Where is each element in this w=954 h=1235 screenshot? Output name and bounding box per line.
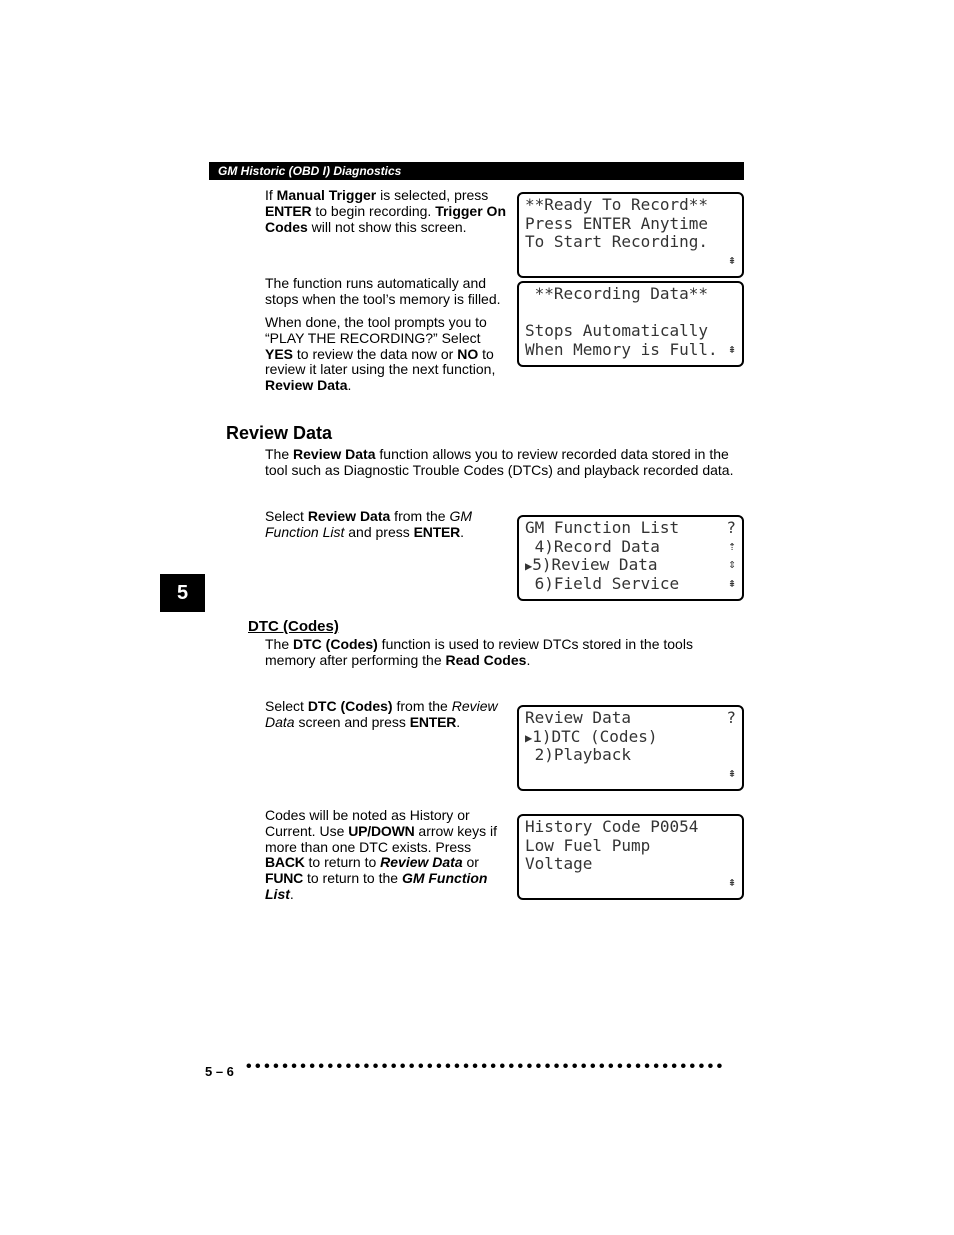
text: Select — [265, 508, 308, 524]
text: and press — [344, 523, 414, 540]
lcd-row — [525, 519, 736, 538]
bold-term: Read Codes — [445, 651, 527, 668]
lcd-row — [525, 341, 736, 360]
auto-run-paragraph — [265, 276, 510, 308]
key-name: ENTER — [265, 202, 312, 219]
text: . — [347, 377, 352, 394]
text: screen and press — [294, 713, 410, 730]
scroll-indicator-icon: ⇞ — [728, 341, 736, 357]
lcd-row: Voltage — [525, 854, 593, 874]
lcd-row — [525, 709, 736, 728]
lcd-row-text: Review Data — [525, 708, 631, 727]
bold-term: Trigger On Codes — [265, 202, 506, 235]
bold-term: NO — [457, 345, 479, 362]
lcd-screen-review-data — [517, 705, 744, 791]
lcd-row-text: When Memory is Full. — [525, 339, 718, 359]
help-icon: ? — [726, 708, 736, 727]
lcd-screen-recording-data — [517, 281, 744, 367]
lcd-row — [525, 575, 736, 594]
text: Select — [265, 698, 308, 714]
bold-term: DTC (Codes) — [307, 698, 393, 714]
play-recording-paragraph — [265, 315, 510, 394]
key-name: UP/DOWN — [348, 822, 415, 839]
text: Codes will be noted as History or Current. Use — [265, 807, 470, 839]
codes-history-paragraph — [265, 808, 510, 903]
lcd-row: Press ENTER Anytime — [525, 213, 709, 233]
running-header-title: GM Historic (OBD I) Diagnostics — [218, 164, 402, 178]
italic-term: GM Function List — [265, 508, 472, 540]
help-icon: ? — [726, 518, 736, 537]
text: . — [289, 885, 294, 902]
section-title-review-data: Review Data — [226, 423, 333, 443]
lcd-row — [525, 765, 736, 784]
lcd-screen-ready-to-record — [517, 192, 744, 278]
bold-term: DTC (Codes) — [293, 636, 378, 652]
text: function is used to review DTCs stored in the tools memory after performing the — [265, 636, 693, 668]
text: is selected, press — [376, 187, 489, 203]
lcd-row — [525, 728, 736, 747]
text: The function runs automatically and stops when the tool’s memory is filled. — [265, 275, 501, 307]
key-name: ENTER — [409, 713, 457, 730]
lcd-row — [525, 556, 736, 575]
selection-cursor-icon: ▶ — [525, 730, 533, 745]
running-header — [209, 162, 744, 180]
bold-term: Review Data — [265, 377, 348, 394]
text: to return to the — [303, 870, 402, 887]
text: If — [265, 187, 277, 203]
lcd-row: Stops Automatically — [525, 321, 709, 341]
text: from the — [392, 698, 452, 714]
lcd-row — [525, 874, 736, 893]
text: When done, the tool prompts you to “PLAY THE RECORDING?” Select — [265, 314, 487, 346]
scroll-indicator-icon: ⇞ — [728, 252, 736, 268]
key-name: FUNC — [265, 870, 304, 887]
bold-italic-term: Review Data — [380, 854, 463, 871]
scroll-up-icon: ⇡ — [728, 538, 736, 554]
text: from the — [390, 508, 450, 524]
lcd-row — [525, 538, 736, 557]
lcd-row-text: GM Function List — [525, 518, 680, 537]
dtc-codes-intro — [265, 637, 745, 669]
selection-cursor-icon: ▶ — [525, 559, 533, 574]
scroll-indicator-icon: ⇞ — [728, 575, 736, 591]
text: function allows you to review recorded data stored in the tool such as Diagnostic Trouble Codes (DTCs) and playback recorded data. — [265, 446, 734, 478]
text: or — [462, 854, 479, 871]
text: The — [265, 446, 294, 462]
bold-term: Review Data — [293, 446, 376, 462]
lcd-row: History Code P0054 — [525, 817, 699, 836]
lcd-screen-history-code — [517, 814, 744, 900]
select-review-data-paragraph — [265, 509, 510, 541]
lcd-row: Low Fuel Pump — [525, 835, 651, 855]
bold-term: YES — [265, 345, 294, 362]
text: will not show this screen. — [307, 218, 467, 235]
subsection-title-dtc-codes: DTC (Codes) — [248, 618, 339, 635]
text: to begin recording. — [311, 202, 436, 219]
scroll-indicator-icon: ⇞ — [728, 765, 736, 781]
key-name: BACK — [265, 854, 305, 871]
text: The — [265, 636, 294, 652]
lcd-row-text: 5)Review Data — [532, 555, 658, 575]
text: to review the data now or — [293, 345, 458, 362]
key-name: ENTER — [413, 523, 461, 540]
text: to return to — [304, 854, 381, 871]
lcd-row: To Start Recording. — [525, 232, 709, 252]
lcd-row-text: 6)Field Service — [525, 573, 680, 593]
text: arrow keys if more than one DTC exists. Press — [265, 822, 497, 855]
manual-trigger-paragraph — [265, 188, 510, 235]
scroll-indicator-icon: ⇞ — [728, 874, 736, 890]
text: . — [456, 713, 461, 730]
review-data-intro — [265, 447, 745, 479]
lcd-row-text: 4)Record Data — [525, 536, 660, 556]
lcd-row: **Ready To Record** — [525, 195, 709, 214]
bold-term: Manual Trigger — [276, 187, 377, 203]
scroll-both-icon: ⇕ — [728, 557, 736, 573]
lcd-row: 2)Playback — [525, 745, 631, 765]
text: to review it later using the next function, — [265, 345, 496, 378]
text: . — [526, 651, 531, 668]
page-number: 5 – 6 — [205, 1064, 234, 1079]
footer-dot-leader: ••••••••••••••••••••••••••••••••••••••••••••••••••••• — [246, 1058, 726, 1075]
bold-term: Review Data — [307, 508, 391, 524]
text: . — [460, 523, 464, 540]
chapter-tab — [160, 574, 205, 612]
lcd-row-text: 1)DTC (Codes) — [532, 726, 658, 746]
chapter-number: 5 — [176, 582, 189, 604]
lcd-row — [525, 252, 736, 271]
lcd-row: **Recording Data** — [525, 284, 709, 303]
italic-term: Review Data — [265, 698, 498, 730]
bold-italic-term: GM Function List — [265, 870, 488, 902]
lcd-row — [525, 304, 736, 323]
select-dtc-codes-paragraph — [265, 699, 510, 731]
lcd-screen-gm-function-list — [517, 515, 744, 601]
